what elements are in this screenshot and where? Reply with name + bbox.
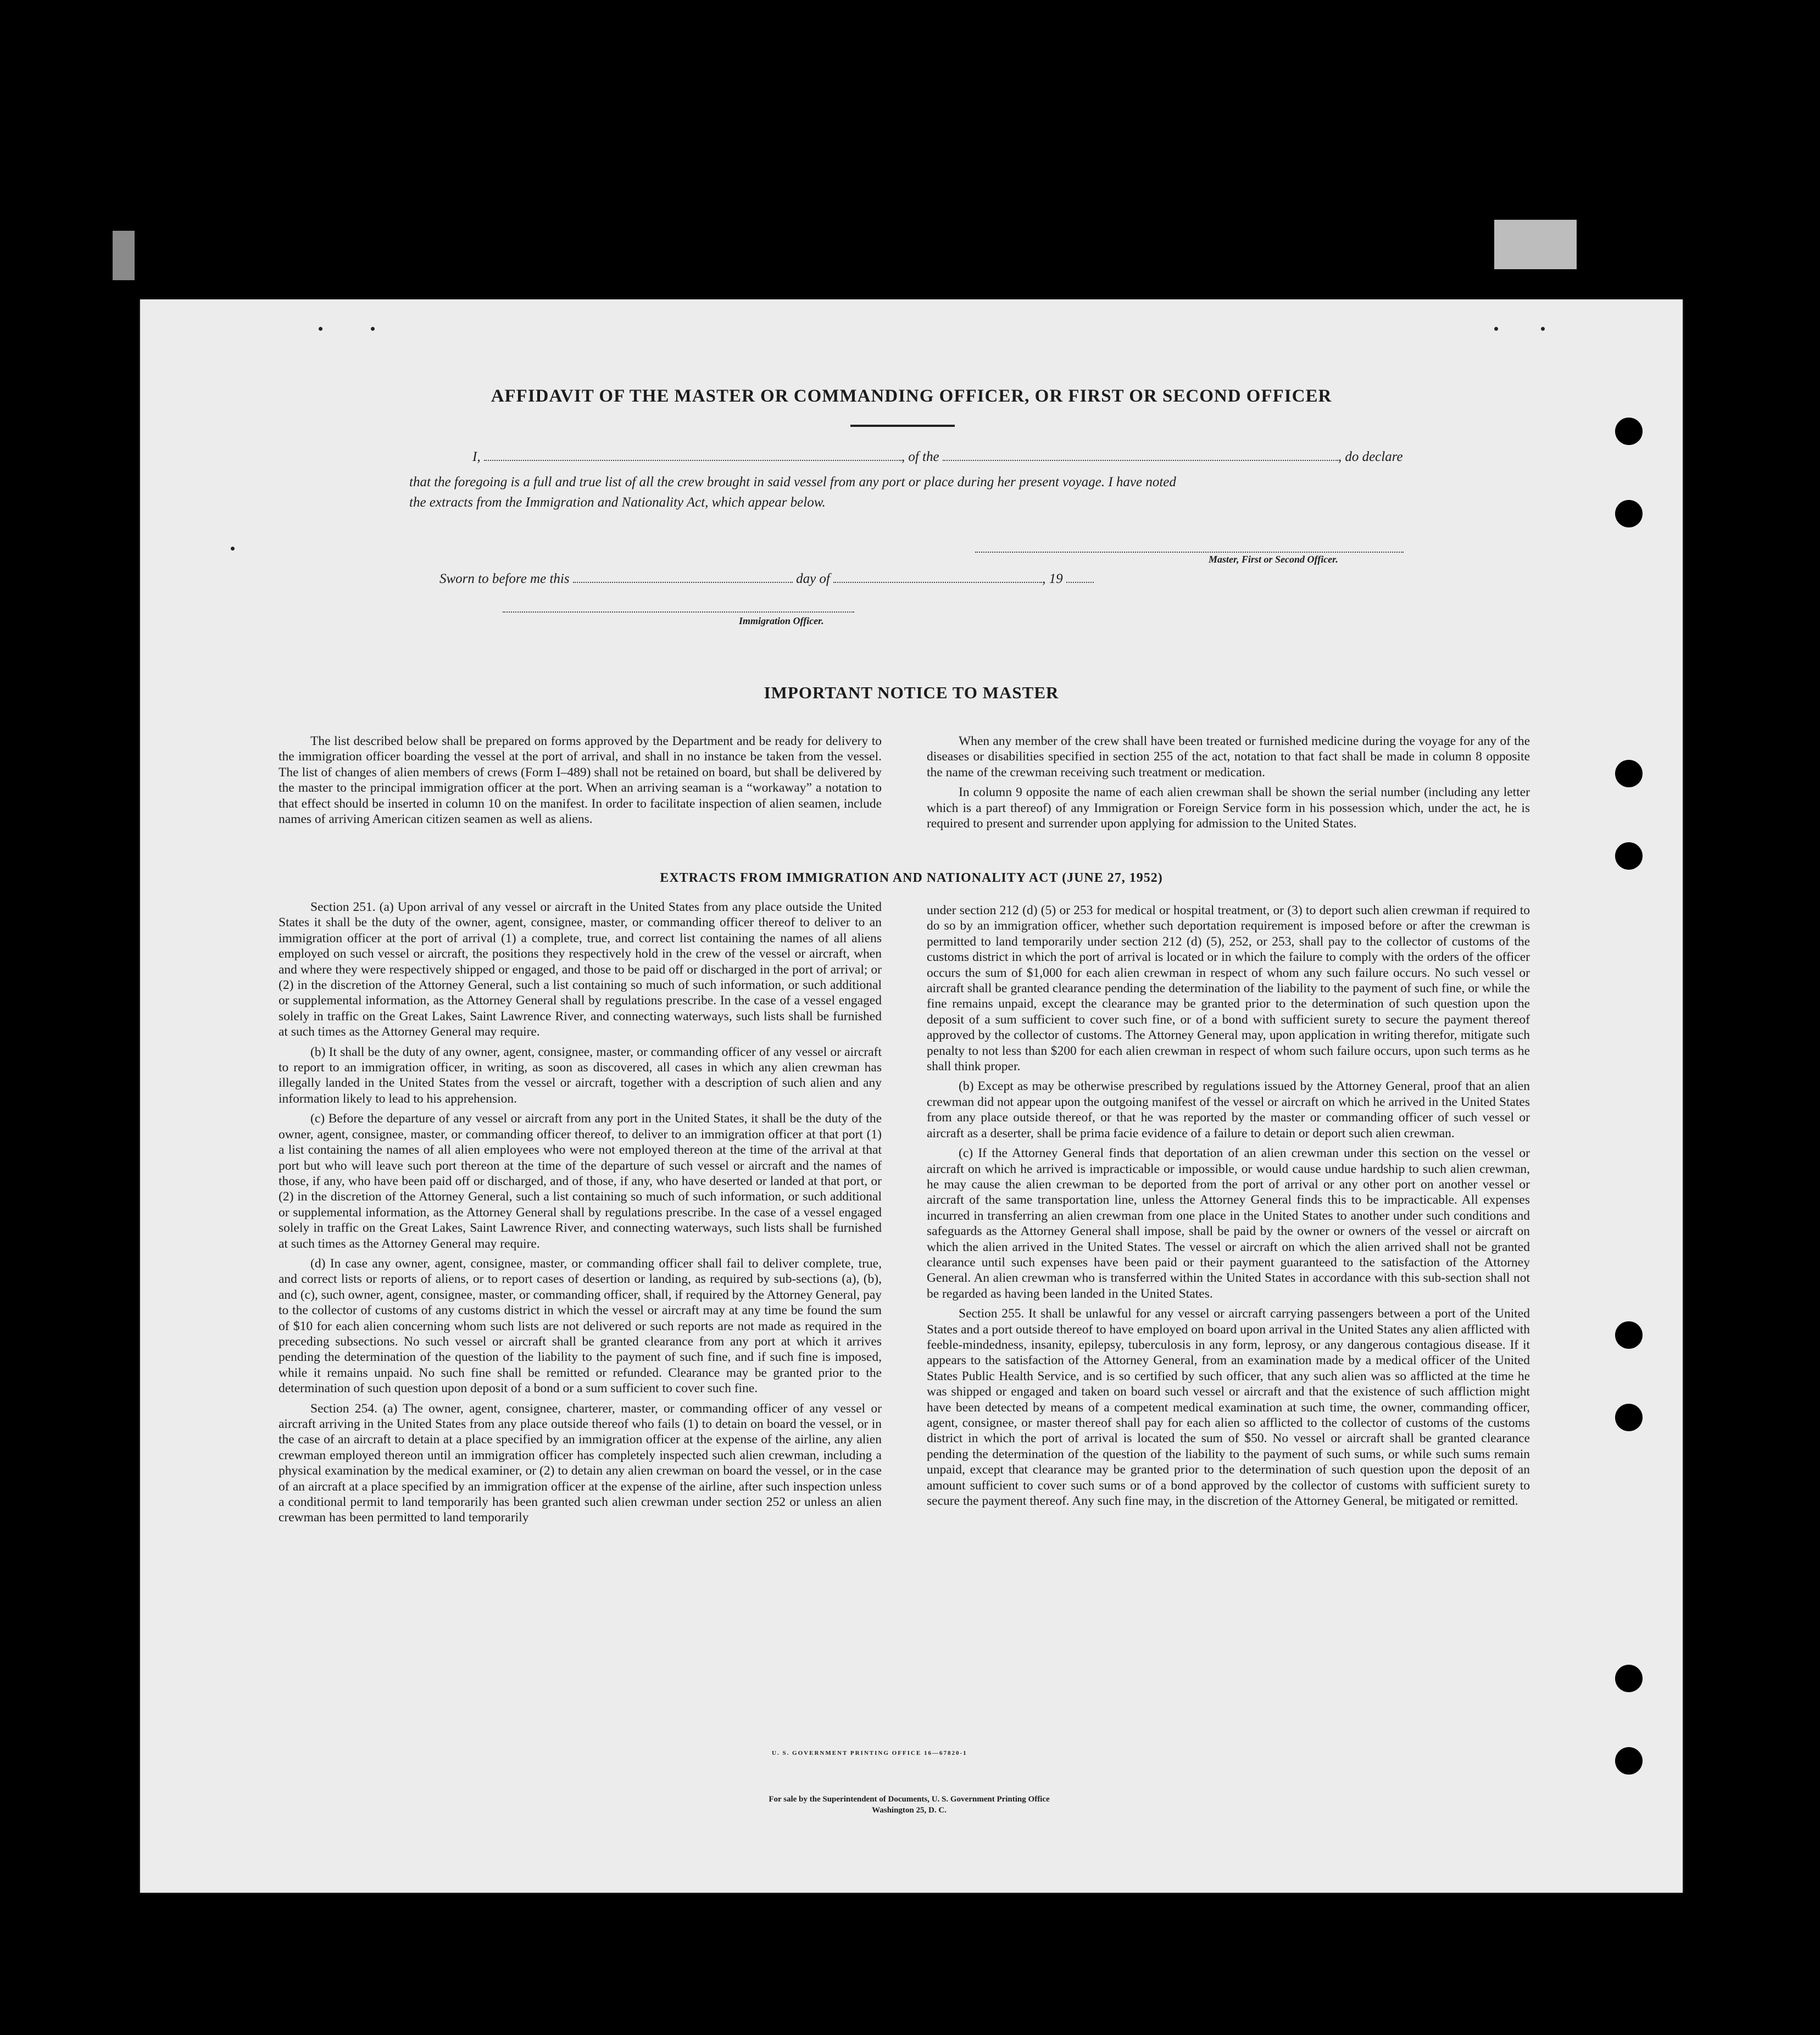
binder-hole	[1615, 760, 1643, 787]
section-251c: (c) Before the departure of any vessel or aircraft from any port in the United States, it shall be the duty of the owner, agent, consignee, master, or commanding officer thereof, to deliver to an immigration officer at that port (1) a list containing the names of all alien employees who were not employed thereon at the time of the arrival at that port but who will leave such port thereon at the time of the departure of such vessel or aircraft and the names of those, if any, who have been paid off or discharged, and of those, if any, who have deserted or landed at that port, or (2) in the discretion of the Attorney General, such a list containing so much of such information, or such additional or supplemental information, as the Attorney General shall by regulations prescribe. In the case of a vessel engaged solely in traffic on the Great Lakes, Saint Lawrence River, and connecting waterways, such lists shall be furnished at such times as the Attorney General may require.	[279, 1111, 882, 1251]
notice-left-column	[279, 733, 882, 831]
section-254a: Section 254. (a) The owner, agent, consignee, charterer, master, or commanding officer of any vessel or aircraft arriving in the United States from any place outside thereof who fails (1) to detain on board the vessel, or in the case of an aircraft to detain at a place specified by an immigration officer at the expense of the airline, any alien crewman employed thereon until an immigration officer has completely inspected such alien crewman, including a physical examination by the medical examiner, or (2) to detain any alien crewman on board the vessel, or in the case of an aircraft at a place specified by an immigration officer at the expense of the airline, after such inspection unless a conditional permit to land temporarily has been granted such alien crewman under section 252 or unless an alien crewman has been permitted to land temporarily	[279, 1401, 882, 1525]
sworn-line	[439, 569, 1538, 589]
section-251a: Section 251. (a) Upon arrival of any vessel or aircraft in the United States from any place outside the United States it shall be the duty of the owner, agent, consignee, master, or commanding officer thereof to deliver to an immigration officer at the port of arrival (1) a complete, true, and correct list containing the names of all aliens employed on such vessel or aircraft, the positions they respectively hold in the crew of the vessel or aircraft, when and where they were respectively shipped or engaged, and those to be paid off or discharged in the port of arrival; or (2) in the discretion of the Attorney General, such a list containing so much of such information, or such additional or supplemental information, as the Attorney General shall by regulations prescribe. In the case of a vessel engaged solely in traffic on the Great Lakes, Saint Lawrence River, and connecting waterways, such lists shall be furnished at such times as the Attorney General may require.	[279, 900, 882, 1039]
affidavit-title: AFFIDAVIT OF THE MASTER OR COMMANDING OFFICER, OR FIRST OR SECOND OFFICER	[491, 386, 1332, 406]
officer-signature-line[interactable]	[503, 611, 854, 613]
form-sheet	[140, 299, 1683, 1893]
year-label: , 19	[1042, 571, 1063, 586]
notice-left-paragraph: The list described below shall be prepared on forms approved by the Department and be ready for delivery to the immigration officer boarding the vessel at the port of arrival, and shall in no instance be taken from the vessel. The list of changes of alien members of crews (Form I–489) shall not be retained on board, but shall be delivered by the master to the principal immigration officer at the port. When an arriving seaman is a “workaway” a notation to that effect should be inserted in column 10 on the manifest. In order to facilitate inspection of alien seamen, include names of arriving American citizen seamen as well as aliens.	[279, 734, 882, 827]
section-251b: (b) It shall be the duty of any owner, agent, consignee, master, or commanding officer of any vessel or aircraft to report to an immigration officer, in writing, as soon as discovered, all cases in which any alien crewman has illegally landed in the United States from the vessel or aircraft, together with a description of such alien and any information likely to lead to his apprehension.	[279, 1044, 882, 1106]
sale-line-2: Washington 25, D. C.	[872, 1806, 947, 1815]
binder-hole	[1615, 1404, 1643, 1431]
notice-title: IMPORTANT NOTICE TO MASTER	[764, 683, 1059, 702]
officer-signature-label: Immigration Officer.	[739, 615, 824, 626]
sworn-day-field[interactable]	[573, 570, 793, 583]
master-signature-label: Master, First or Second Officer.	[1209, 554, 1338, 565]
section-255: Section 255. It shall be unlawful for any vessel or aircraft carrying passengers between a port of the United States and a port outside thereof to have employed on board upon arrival in the United States any alien afflicted with feeble-mindedness, insanity, epilepsy, tuberculosis in any form, leprosy, or any dangerous contagious disease. If it appears to the satisfaction of the Attorney General, from an examination made by a medical officer of the United States Public Health Service, and is so certified by such officer, that any such alien was so afflicted at the time he was shipped or engaged and taken on board such vessel or aircraft and that the existence of such affliction might have been detected by means of a competent medical examination at such time, the owner, commanding officer, agent, consignee, or master thereof shall pay for each alien so afflicted to the collector of customs of the customs district in which the port of arrival is located the sum of $50. No vessel or aircraft shall be granted clearance pending the determination of the question of the liability to the payment of such sums, or while such sums remain unpaid, except that clearance may be granted prior to the determination of such question upon the deposit of an amount sufficient to cover such sums or of a bond approved by the collector of customs with sufficient surety to secure the payment thereof. Any such fine may, in the discretion of the Attorney General, be mitigated or remitted.	[927, 1306, 1530, 1509]
declaration-line-3: the extracts from the Immigration and Nationality Act, which appear below.	[409, 495, 826, 510]
declaration-line-2: that the foregoing is a full and true list of all the crew brought in said vessel from any port or place during her present voyage. I have noted	[409, 475, 1176, 490]
sale-line-1: For sale by the Superintendent of Documents, U. S. Government Printing Office	[769, 1795, 1050, 1804]
binder-hole	[1615, 1321, 1643, 1349]
scan-speck	[231, 547, 235, 551]
day-of-label: day of	[796, 571, 830, 586]
declaration-line-1	[439, 447, 1538, 467]
title-rule	[850, 425, 955, 427]
notice-right-paragraph-2: In column 9 opposite the name of each alien crewman shall be shown the serial number (including any letter which is a part thereof) of any Immigration or Foreign Service form in his possession which, under the act, he is required to present and surrender upon applying for admission to the United States.	[927, 785, 1530, 831]
scan-speck	[1494, 327, 1498, 331]
sworn-month-field[interactable]	[833, 570, 1042, 583]
extracts-title: EXTRACTS FROM IMMIGRATION AND NATIONALITY ACT (JUNE 27, 1952)	[660, 871, 1163, 885]
do-declare-label: , do declare	[1338, 449, 1403, 464]
declaration-text	[409, 472, 1563, 513]
sworn-year-field[interactable]	[1066, 570, 1094, 583]
notice-right-paragraph-1: When any member of the crew shall have been treated or furnished medicine during the voyage for any of the diseases or disabilities specified in section 255 of the act, notation to that fact shall be made in column 8 opposite the name of the crewman receiving such treatment or medication.	[927, 734, 1530, 780]
i-label: I,	[472, 449, 481, 464]
scan-edge-left	[113, 231, 135, 280]
section-254b: (b) Except as may be otherwise prescribed by regulations issued by the Attorney General, proof that an alien crewman did not appear upon the outgoing manifest of the vessel or aircraft on which he arrived in the United States from any place outside thereof, or that he was reported by the master or commanding officer of such vessel or aircraft as a deserter, shall be prima facie evidence of a failure to detain or deport such alien crewman.	[927, 1079, 1530, 1141]
binder-hole	[1615, 500, 1643, 527]
binder-hole	[1615, 418, 1643, 445]
section-251d: (d) In case any owner, agent, consignee, master, or commanding officer shall fail to deliver complete, true, and correct lists or reports of aliens, or to report cases of desertion or landing, as required by sub-sections (a), (b), and (c), such owner, agent, consignee, master, or commanding officer, shall, if required by the Attorney General, pay to the collector of customs of any customs district in which the vessel or aircraft may at any time be found the sum of $10 for each alien concerning whom such lists are not delivered or such reports are not made as required in the preceding subsections. No such vessel or aircraft shall be granted clearance from any port at which it arrives pending the determination of the question of the liability to the payment of such fine, and if such fine is imposed, while it remains unpaid. No such fine shall be remitted or refunded. Clearance may be granted prior to the determination of such question upon deposit of a bond or a sum sufficient to cover such fine.	[279, 1256, 882, 1396]
scan-edge-right	[1494, 220, 1577, 269]
of-the-label: , of the	[901, 449, 939, 464]
scan-speck	[1541, 327, 1545, 331]
sale-notice	[635, 1794, 1184, 1816]
scan-speck	[319, 327, 322, 331]
extracts-left-column	[279, 899, 882, 1530]
master-signature-line[interactable]	[975, 551, 1404, 553]
extracts-right-column	[927, 903, 1530, 1513]
binder-hole	[1615, 1665, 1643, 1692]
scan-speck	[371, 327, 375, 331]
sworn-label: Sworn to before me this	[439, 571, 570, 586]
gpo-imprint: U. S. GOVERNMENT PRINTING OFFICE 16—67820-1	[772, 1750, 967, 1756]
binder-hole	[1615, 842, 1643, 870]
name-field[interactable]	[484, 448, 901, 461]
binder-hole	[1615, 1747, 1643, 1775]
notice-right-column	[927, 733, 1530, 836]
vessel-field[interactable]	[943, 448, 1338, 461]
section-254a-continued: under section 212 (d) (5) or 253 for medical or hospital treatment, or (3) to deport such alien crewman if required to do so by an immigration officer, whether such deportation requirement is imposed before or after the crewman is permitted to land temporarily under section 212 (d) (5), 252, or 253, shall pay to the collector of customs of the customs district in which the port of arrival is located or in which the failure to comply with the orders of the officer occurs the sum of $1,000 for each alien crewman in respect of whom any such failure occurs. No such vessel or aircraft shall be granted clearance pending the determination of the liability to the payment of such fine, or while the fine remains unpaid, except the clearance may be granted prior to the determination of such question upon the deposit of a sum sufficient to cover such fine, or of a bond with sufficient surety to secure the payment thereof approved by the collector of customs. The Attorney General may, upon application in writing therefor, mitigate such penalty to not less than $200 for each alien crewman in respect of whom such failure occurs, upon such terms as he shall think proper.	[927, 903, 1530, 1074]
section-254c: (c) If the Attorney General finds that deportation of an alien crewman under this section on the vessel or aircraft on which he arrived is impracticable or impossible, or would cause undue hardship to such alien crewman, he may cause the alien crewman to be deported from the port of arrival or any other port on another vessel or aircraft of the same transportation line, unless the Attorney General finds this to be impracticable. All expenses incurred in transferring an alien crewman from one place in the United States to another under such conditions and safeguards as the Attorney General shall impose, shall be paid by the owner or owners of the vessel or aircraft on which the alien arrived in the United States. The vessel or aircraft on which the alien arrived shall not be granted clearance until such expenses have been paid or their payment guaranteed to the satisfaction of the Attorney General. An alien crewman who is transferred within the United States in accordance with this sub-section shall not be regarded as having been landed in the United States.	[927, 1146, 1530, 1301]
